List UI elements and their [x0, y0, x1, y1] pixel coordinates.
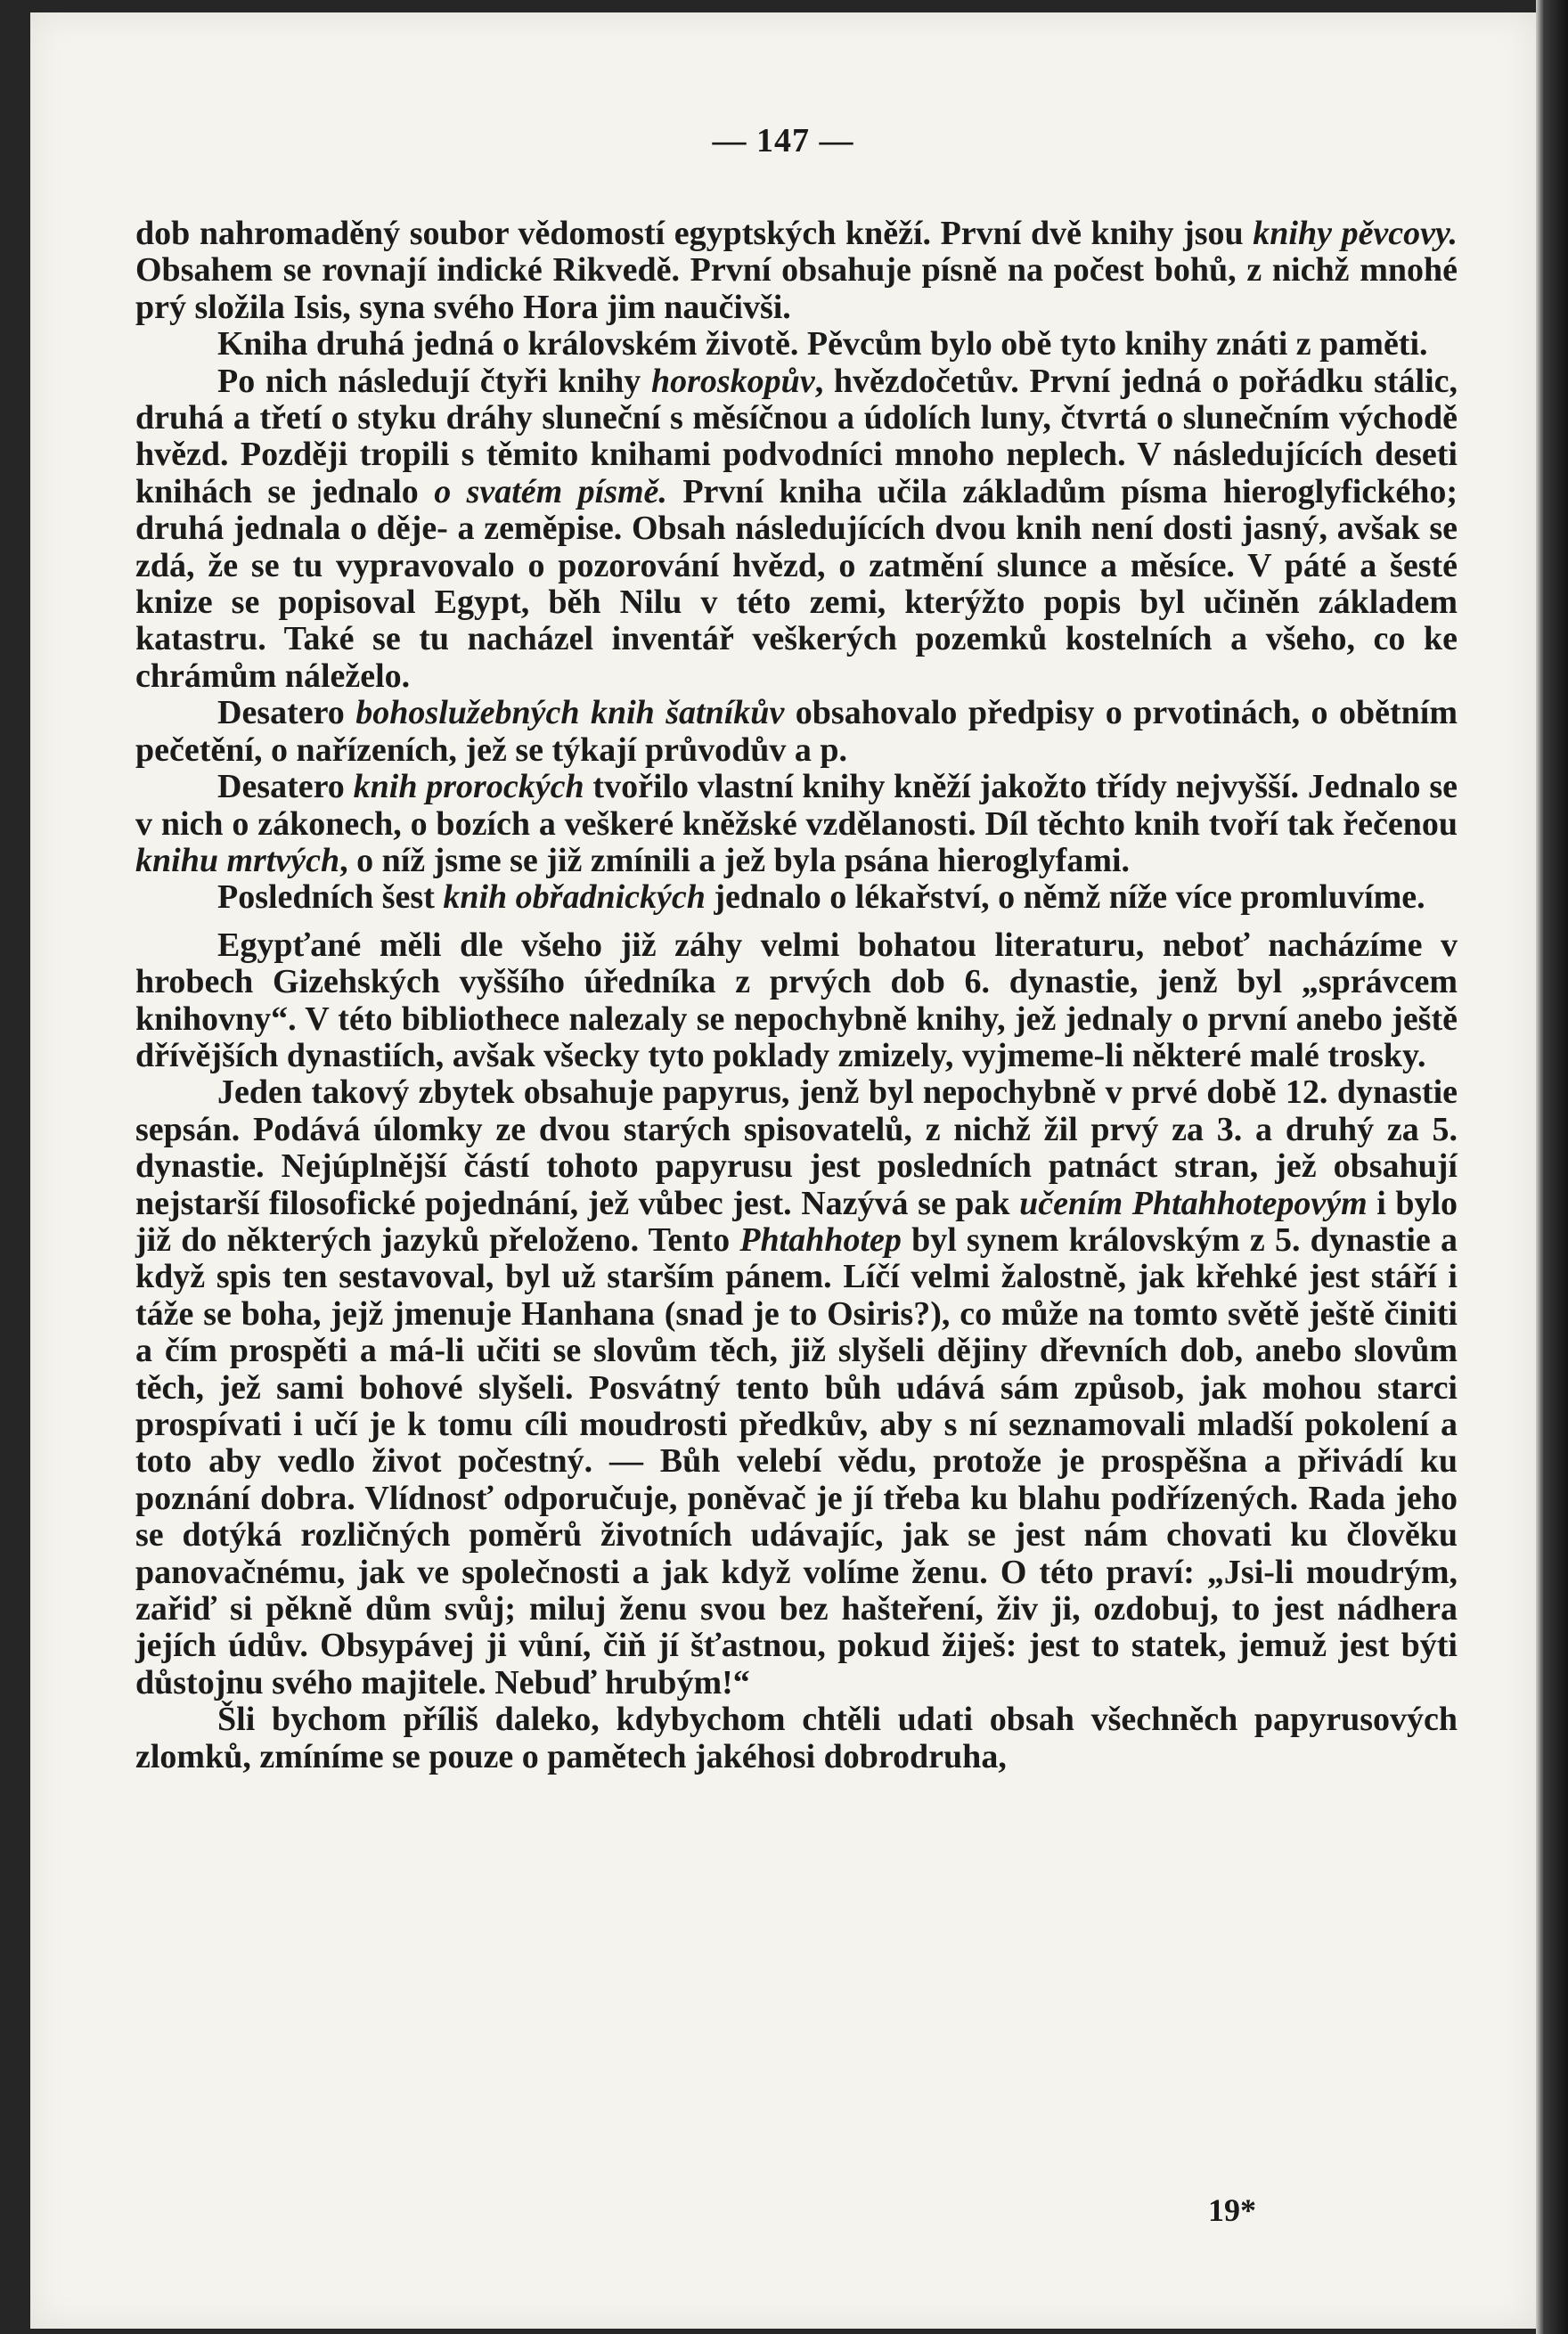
- paragraph-text: První kniha učila základům písma hieroglyfického; druhá jednala o děje- a zeměpise. Obsah následujících dvou knih není dosti jasný, avšak se zdá, že se tu vypravovalo o pozorování hvězd, o zatmění slunce a měsíce. V páté a šesté knize se popisoval Egypt, běh Nilu v této zemi, kterýžto popis byl učiněn základem katastru. Také se tu nacházel inventář veškerých pozemků kostelních a všeho, co ke chrámům náleželo.: [135, 472, 1458, 695]
- emphasized-text: knih obřadnických: [443, 878, 706, 917]
- emphasized-text: knih prorockých: [353, 768, 584, 806]
- paragraph: [135, 927, 1458, 1075]
- paragraph-text: Jeden takový zbytek obsahuje papyrus, jenž byl nepochybně v prvé době 12. dynastie sepsán. Podává úlomky ze dvou starých spisovatelů, z nichž žil prvý za 3. a druhý za 5. dynastie. Nejúplnější částí tohoto papyrusu jest posledních patnáct stran, jež obsahují nejstarší filosofické pojednání, jež vůbec jest. Nazývá se pak: [135, 1073, 1458, 1222]
- paragraph-text: Obsahem se rovnají indické Rikvedě. První obsahuje písně na počest bohů, z nichž mnohé prý složila Isis, syna svého Hora jim naučivši.: [135, 251, 1458, 326]
- paragraph: [135, 216, 1458, 326]
- paragraph-text: Egypťané měli dle všeho již záhy velmi bohatou literaturu, neboť nacházíme v hrobech Gizehských vyššího úředníka z prvých dob 6. dynastie, jenž byl „správcem knihovny“. V této bibliothece nalezaly se nepochybně knihy, jež jednaly o první anebo ještě dřívějších dynastiích, avšak všecky tyto poklady zmizely, vyjmeme-li některé malé trosky.: [135, 926, 1458, 1074]
- paragraph: [135, 363, 1458, 696]
- paragraph: [135, 326, 1458, 363]
- page-body-text: [135, 216, 1458, 1775]
- paragraph-text: dob nahromaděný soubor vědomostí egyptských kněží. První dvě knihy jsou: [135, 215, 1254, 252]
- paragraph-text: tvořilo vlastní knihy kněží jakožto třídy nejvyšší. Jednalo se v nich o zákonech, o bozích a veškeré kněžské vzdělanosti. Díl těchto knih tvoří tak řečenou: [135, 768, 1458, 843]
- paragraph: [135, 1074, 1458, 1702]
- paragraph-text: byl synem královským z 5. dynastie a když spis ten sestavoval, byl už starším pánem. Líčí velmi žalostně, jak křehké jest stáří i táže se boha, jejž jmenuje Hanhana (snad je to Osiris?), co může na tomto světě ještě činiti a čím prospěti a má-li učiti se slovům těch, již slyšeli dějiny dřevních dob, anebo slovům těch, jež sami bohové slyšeli. Posvátný tento bůh udává sám způsob, jak mohou starci prospívati i učí je k tomu cíli moudrosti předkův, aby s ní seznamovali mladší pokolení a toto aby vedlo život počestný. — Bůh velebí vědu, protože je prospěšna a přivádí ku poznání dobra. Vlídnosť odporučuje, poněvač je jí třeba ku blahu podřízených. Rada jeho se dotýká rozličných poměrů životních udávajíc, jak se jest nám chovati ku člověku panovačnému, jak ve společnosti a jak když volíme ženu. O této praví: „Jsi-li moudrým, zařiď si pěkně dům svůj; miluj ženu svou bez hašteření, živ ji, ozdobuj, to jest nádhera jejích údův. Obsypávej ji vůní, čiň jí šťastnou, pokud žiješ: jest to statek, jemuž jest býti důstojnu svého majitele. Nebuď hrubým!“: [135, 1220, 1458, 1702]
- emphasized-text: Phtahhotep: [739, 1220, 902, 1259]
- paragraph-text: Šli bychom příliš daleko, kdybychom chtěli udati obsah všechněch papyrusových zlomků, zmíníme se pouze o pamětech jakéhosi dobrodruha,: [135, 1701, 1458, 1775]
- paragraph: [135, 879, 1458, 916]
- paragraph-text: , o níž jsme se již zmínili a jež byla psána hieroglyfami.: [339, 841, 1131, 879]
- paragraph: [135, 769, 1458, 879]
- page-number: — 147 —: [712, 122, 854, 159]
- emphasized-text: bohoslužebných knih šatníkův: [355, 694, 785, 732]
- paragraph-text: obsahovalo předpisy o prvotinách, o obětním pečetění, o nařízeních, jež se týkají průvodův a p.: [135, 694, 1458, 769]
- emphasized-text: knihu mrtvých: [135, 841, 340, 879]
- book-binding-edge: [1536, 0, 1568, 2334]
- paragraph-text: jednalo o lékařství, o němž níže více promluvíme.: [705, 878, 1425, 917]
- book-page: [30, 12, 1536, 2329]
- emphasized-text: knihy pěvcovy.: [1253, 215, 1458, 252]
- paragraph-text: Kniha druhá jedná o královském životě. Pěvcům bylo obě tyto knihy znáti z paměti.: [217, 325, 1428, 363]
- paragraph-text: Po nich následují čtyři knihy: [217, 362, 651, 400]
- paragraph-text: i bylo již do některých jazyků přeloženo. Tento: [135, 1184, 1458, 1259]
- emphasized-text: horoskopův: [650, 362, 815, 400]
- paragraph-text: , hvězdočetův. První jedná o pořádku stálic, druhá a třetí o styku dráhy sluneční s měsíčnou a údolích luny, čtvrtá o slunečním východě hvězd. Později tropili s těmito knihami podvodníci mnoho neplech. V následujících deseti knihách se jednalo: [135, 362, 1458, 510]
- paragraph: [135, 1702, 1458, 1775]
- paragraph: [135, 695, 1458, 769]
- emphasized-text: učením Phtahhotepovým: [1019, 1184, 1368, 1222]
- paragraph-text: Posledních šest: [217, 878, 444, 917]
- printer-signature: 19*: [1208, 2192, 1256, 2228]
- paragraph-text: Desatero: [217, 694, 356, 732]
- paragraph-text: Desatero: [217, 768, 354, 806]
- emphasized-text: o svatém písmě.: [434, 472, 667, 510]
